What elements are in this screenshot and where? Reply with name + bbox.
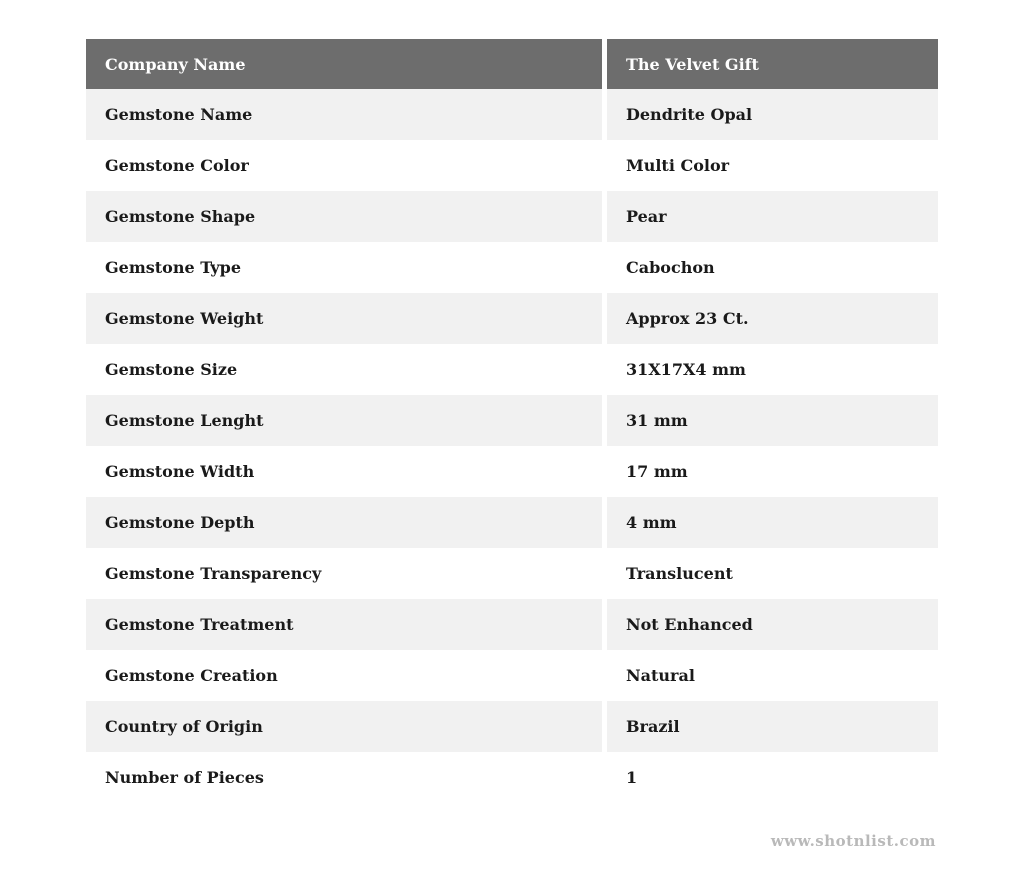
spec-label: Gemstone Transparency: [105, 564, 322, 583]
table-row: [86, 752, 938, 803]
table-row: [86, 650, 938, 701]
table-row: [86, 140, 938, 191]
spec-label: Gemstone Weight: [86, 293, 602, 344]
spec-value: 31 mm: [607, 395, 938, 446]
spec-value: Dendrite Opal: [607, 89, 938, 140]
table-row: [86, 446, 938, 497]
spec-label: Gemstone Name: [86, 89, 602, 140]
header-label-cell: Company Name: [86, 39, 602, 89]
spec-value: Approx 23 Ct.: [607, 293, 938, 344]
table-row: [86, 293, 938, 344]
gemstone-spec-table: [86, 39, 938, 803]
header-value-cell: The Velvet Gift: [607, 39, 938, 89]
table-row: [86, 497, 938, 548]
spec-label: Gemstone Depth: [86, 497, 602, 548]
spec-value: 17 mm: [626, 462, 688, 481]
spec-value: Brazil: [607, 701, 938, 752]
spec-value: Not Enhanced: [607, 599, 938, 650]
spec-value: 31X17X4 mm: [626, 360, 746, 379]
spec-label: Gemstone Size: [105, 360, 238, 379]
spec-value: Cabochon: [626, 258, 715, 277]
spec-label: Gemstone Shape: [86, 191, 602, 242]
spec-label: Gemstone Creation: [105, 666, 278, 685]
spec-value: 1: [626, 768, 638, 787]
spec-value: Natural: [626, 666, 695, 685]
spec-label: Country of Origin: [86, 701, 602, 752]
site-watermark: www.shotnlist.com: [770, 832, 936, 850]
table-row: [86, 701, 938, 752]
spec-value: 4 mm: [607, 497, 938, 548]
table-header-row: [86, 39, 938, 89]
spec-label: Gemstone Type: [105, 258, 242, 277]
spec-label: Gemstone Color: [105, 156, 249, 175]
table-row: [86, 344, 938, 395]
table-row: [86, 242, 938, 293]
table-row: [86, 548, 938, 599]
spec-value: Translucent: [626, 564, 733, 583]
table-row: [86, 395, 938, 446]
table-row: [86, 191, 938, 242]
spec-label: Gemstone Width: [105, 462, 255, 481]
spec-label: Gemstone Treatment: [86, 599, 602, 650]
spec-value: Pear: [607, 191, 938, 242]
table-row: [86, 89, 938, 140]
table-row: [86, 599, 938, 650]
spec-label: Gemstone Lenght: [86, 395, 602, 446]
spec-label: Number of Pieces: [105, 768, 264, 787]
spec-value: Multi Color: [626, 156, 730, 175]
